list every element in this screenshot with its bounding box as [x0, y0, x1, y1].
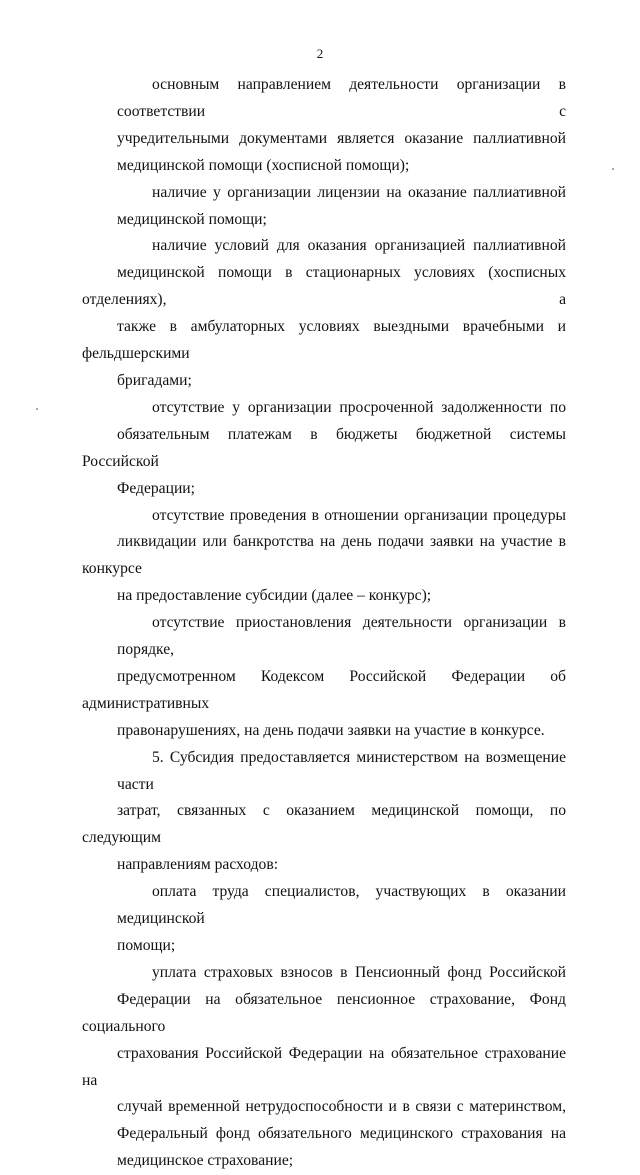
text-line: Федерации на обязательное пенсионное страхование, Фонд социального [82, 990, 566, 1035]
text-line: страхования Российской Федерации на обязательное страхование на [82, 1044, 566, 1089]
paragraph-no-liquidation [82, 503, 566, 611]
scan-speck [612, 168, 614, 170]
paragraph-no-suspension [82, 610, 566, 745]
text-line: медицинской помощи; [117, 210, 267, 228]
text-line: на предоставление субсидии (далее – конкурс); [117, 587, 432, 605]
text-line: медицинское страхование; [117, 1152, 294, 1170]
text-line: наличие условий для оказания организацией паллиативной [152, 237, 566, 255]
text-line: ликвидации или банкротства на день подачи заявки на участие в конкурсе [82, 533, 566, 578]
paragraph-subsidy-item-5 [82, 745, 566, 880]
text-line: помощи; [117, 937, 176, 954]
text-line: бригадами; [117, 371, 192, 389]
paragraph-insurance [82, 960, 566, 1175]
text-line: затрат, связанных с оказанием медицинской помощи, по следующим [82, 802, 566, 847]
text-line: случай временной нетрудоспособности и в связи с материнством, [117, 1098, 566, 1116]
paragraph-organization-activity [82, 72, 566, 180]
text-line: Федеральный фонд обязательного медицинского страхования на [117, 1125, 566, 1143]
text-line: направлениям расходов: [117, 856, 279, 874]
text-line: также в амбулаторных условиях выездными врачебными и фельдшерскими [82, 318, 566, 363]
text-line: Федерации; [117, 479, 195, 497]
scan-speck [36, 408, 38, 410]
text-line: отсутствие у организации просроченной задолженности по [152, 398, 566, 416]
paragraph-conditions [82, 233, 566, 394]
paragraph-license [82, 180, 566, 234]
document-body [82, 72, 566, 1175]
paragraph-no-debt [82, 395, 566, 503]
text-line: обязательным платежам в бюджеты бюджетной системы Российской [82, 425, 566, 470]
paragraph-salary [82, 879, 566, 960]
text-line: предусмотренном Кодексом Российской Федерации об административных [82, 667, 566, 712]
text-line: отсутствие проведения в отношении организации процедуры [152, 506, 566, 524]
text-line: медицинской помощи в стационарных условиях (хосписных отделениях), а [82, 264, 566, 309]
text-line: учредительными документами является оказание паллиативной [117, 129, 566, 147]
text-line: оплата труда специалистов, участвующих в оказании медицинской [117, 883, 566, 928]
text-line: 5. Субсидия предоставляется министерством на возмещение части [117, 748, 566, 793]
text-line: медицинской помощи (хосписной помощи); [117, 156, 410, 174]
page-number: 2 [316, 46, 324, 61]
text-line: уплата страховых взносов в Пенсионный фонд Российской [152, 963, 566, 981]
text-line: основным направлением деятельности организации в соответствии с [117, 76, 566, 120]
text-line: правонарушениях, на день подачи заявки на участие в конкурсе. [117, 721, 545, 739]
text-line: наличие у организации лицензии на оказание паллиативной [152, 183, 566, 201]
text-line: отсутствие приостановления деятельности организации в порядке, [117, 614, 566, 659]
